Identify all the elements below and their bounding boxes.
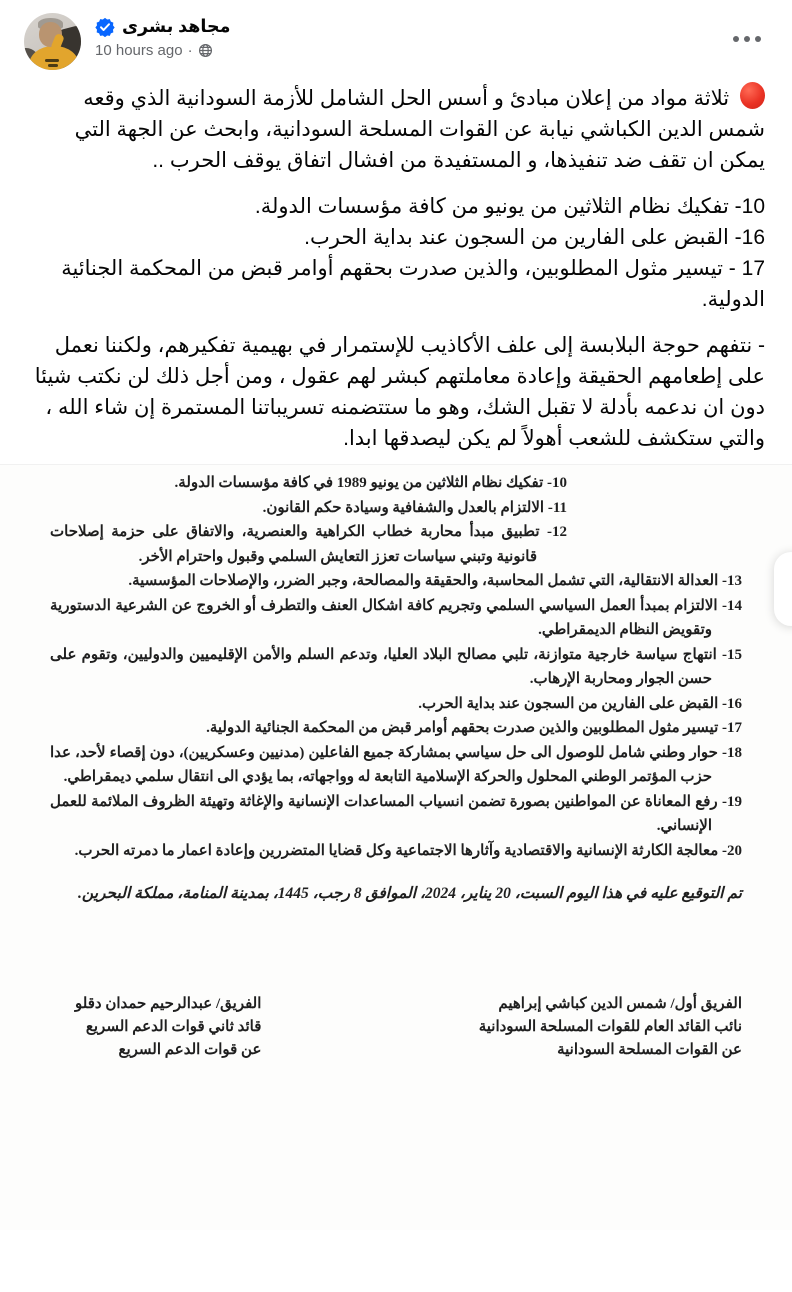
ellipsis-icon xyxy=(744,36,750,42)
doc-signing-date: تم التوقيع عليه في هذا اليوم السبت، 20 يناير، 2024، الموافق 8 رجب، 1445، بمدينة المنامة، مملكة البحرين. xyxy=(78,885,742,902)
post-header xyxy=(0,0,792,74)
signature-rsf-org: عن قوات الدعم السريع xyxy=(118,1042,262,1058)
doc-item-12: 12- تطبيق مبدأ محاربة خطاب الكراهية والعنصرية، والاتفاق على حزمة إصلاحات قانونية وتبني سياسات تعزز التعايش السلمي وقبول واحترام الأخر. xyxy=(50,524,567,565)
signature-saf-title: نائب القائد العام للقوات المسلحة السودانية xyxy=(478,1019,742,1035)
doc-item-19: 19- رفع المعاناة عن المواطنين بصورة تضمن انسياب المساعدات الإنسانية والإغاثة وتهيئة الظروف الملائمة للعمل الإنساني. xyxy=(50,793,742,834)
avatar[interactable] xyxy=(24,13,81,70)
post-paragraph-list xyxy=(27,191,765,315)
post-options-button[interactable] xyxy=(733,36,761,42)
signature-rsf xyxy=(75,993,261,1062)
signature-saf-name: الفريق أول/ شمس الدين كباشي إبراهيم xyxy=(498,996,742,1012)
verified-badge-icon xyxy=(95,17,115,37)
doc-item-10: 10- تفكيك نظام الثلاثين من يونيو 1989 في كافة مؤسسات الدولة. xyxy=(174,475,567,491)
signature-rsf-title: قائد ثاني قوات الدعم السريع xyxy=(85,1019,262,1035)
timestamp[interactable]: 10 hours ago xyxy=(95,42,183,59)
post-intro-text: ثلاثة مواد من إعلان مبادئ و أسس الحل الشامل للأزمة السودانية الذي وقعه شمس الدين الكباشي نيابة عن القوات المسلحة السودانية، وابحث عن الجهة التي يمكن ان تقف ضد تنفيذها، و المستفيدة من افشال اتفاق يوقف الحرب .. xyxy=(74,87,765,172)
ellipsis-icon xyxy=(755,36,761,42)
doc-item-17: 17- تيسير مثول المطلوبين والذين صدرت بحقهم أوامر قبض من المحكمة الجنائية الدولية. xyxy=(206,720,742,736)
doc-item-20: 20- معالجة الكارثة الإنسانية والاقتصادية وآثارها الاجتماعية وكل قضايا المتضررين وإعادة اعمار ما دمرته الحرب. xyxy=(74,842,742,859)
doc-item-13: 13- العدالة الانتقالية، التي تشمل المحاسبة، والحقيقة والمصالحة، وجبر الضرر، والإصلاحات المؤسسية. xyxy=(128,573,742,589)
ellipsis-icon xyxy=(733,36,739,42)
post-line: 10- تفكيك نظام الثلاثين من يونيو من كافة مؤسسات الدولة. xyxy=(254,195,765,218)
doc-item-15: 15- انتهاج سياسة خارجية متوازنة، تلبي مصالح البلاد العليا، وتدعم السلم والأمن الإقليميين والدوليين، وتقوم على حسن الجوار ومحاربة الإرهاب. xyxy=(50,646,742,687)
post-paragraph-intro xyxy=(27,82,765,176)
doc-item-11: 11- الالتزام بالعدل والشفافية وسيادة حكم القانون. xyxy=(262,499,567,516)
doc-item-14: 14- الالتزام بمبدأ العمل السياسي السلمي وتجريم كافة اشكال العنف والتطرف أو الخروج عن الشرعية الدستورية وتقويض النظام الديمقراطي. xyxy=(50,597,742,638)
post-paragraph-outro: - نتفهم حوجة البلابسة إلى علف الأكاذيب للإستمرار في بهيمية تفكيرهم، ولكننا نعمل على إطعامهم الحقيقة وإعادة معاملتهم كبشر لهم عقول ، ومن أجل ذلك لن نكتب شيئا دون ان ندعمه بأدلة لا تقبل الشك، وهو ما ستتضمنه تسريباتنا المستمرة إن شاء الله ، والتي ستكشف للشعب أهولاً لم يكن ليصدقها ابدا. xyxy=(34,334,765,450)
globe-icon xyxy=(198,43,213,58)
doc-item-16: 16- القبض على الفارين من السجون عند بداية الحرب. xyxy=(418,695,742,712)
scrollbar-thumb[interactable] xyxy=(774,552,792,626)
doc-item-18: 18- حوار وطني شامل للوصول الى حل سياسي بمشاركة جميع الفاعلين (مدنيين وعسكريين)، دون إقصاء لأحد، عدا حزب المؤتمر الوطني المحلول والحركة الإسلامية التابعة له وواجهاته، بما يؤدي الى انتقال سلمي ديمقراطي. xyxy=(50,744,742,785)
signature-rsf-name: الفريق/ عبدالرحيم حمدان دقلو xyxy=(75,996,262,1012)
timestamp-separator: · xyxy=(187,42,193,59)
signature-saf-org: عن القوات المسلحة السودانية xyxy=(557,1042,742,1058)
signature-saf xyxy=(479,993,742,1062)
red-circle-emoji xyxy=(740,82,765,109)
post-line: 16- القبض على الفارين من السجون عند بداية الحرب. xyxy=(304,226,765,249)
post-photo-document[interactable] xyxy=(0,464,792,1230)
post-line: 17 - تيسير مثول المطلوبين، والذين صدرت بحقهم أوامر قبض من المحكمة الجنائية الدولية. xyxy=(61,257,765,311)
author-name[interactable]: مجاهد بشرى xyxy=(122,16,231,36)
doc-signatures xyxy=(50,993,742,1062)
post-text xyxy=(0,74,792,454)
